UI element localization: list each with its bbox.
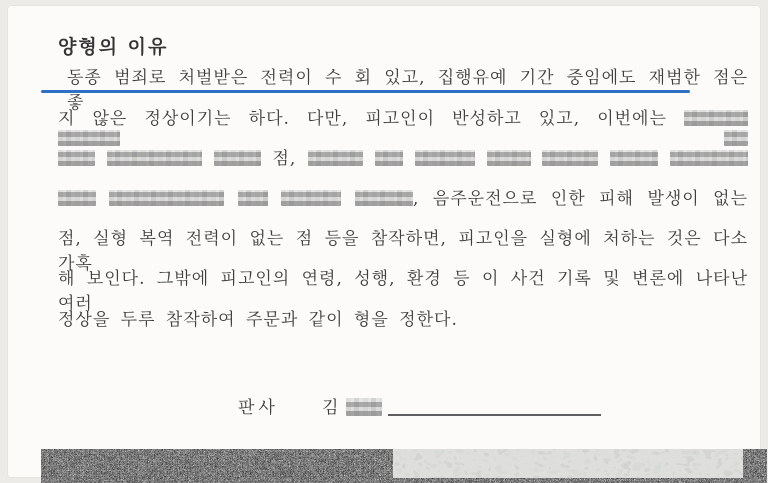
line-text: 지 않은 정상이기는 하다. 다만, 피고인이 반성하고 있고, 이번에는	[58, 109, 667, 129]
judge-label: 판사	[238, 398, 279, 418]
document-line	[58, 144, 748, 170]
redacted-text	[281, 190, 341, 206]
redacted-text	[610, 150, 658, 166]
redacted-judge-name	[346, 398, 382, 416]
redacted-strip-noise-right	[743, 449, 767, 483]
document-line	[58, 104, 748, 130]
page-title: 양형의 이유	[58, 35, 169, 58]
judge-name	[322, 393, 382, 418]
line-text: 동종 범죄로 처벌받은 전력이 수 회 있고, 집행유예 기간 중임에도 재범한 점은 좋	[67, 68, 748, 113]
redacted-text	[109, 190, 224, 206]
redacted-text	[58, 150, 95, 166]
redacted-strip	[41, 449, 767, 483]
redacted-text	[308, 150, 363, 166]
redacted-text	[107, 150, 202, 166]
redacted-text	[214, 150, 261, 166]
redacted-text	[58, 190, 96, 206]
redacted-text	[375, 150, 403, 166]
redacted-text	[670, 150, 748, 166]
redacted-text	[487, 150, 531, 166]
document-line	[58, 63, 748, 113]
blue-highlight-underline	[41, 90, 690, 93]
line-text: 정상을 두루 참작하여 주문과 같이 형을 정한다.	[58, 310, 458, 330]
redacted-strip-noise-left	[41, 449, 393, 483]
document-line	[58, 264, 748, 314]
redacted-text	[542, 150, 598, 166]
line-text: 점, 실형 복역 전력이 없는 점 등을 참작하면, 피고인을 실형에 처하는 것은 다소 가혹	[58, 229, 748, 274]
redacted-text	[355, 190, 413, 206]
redacted-text	[415, 150, 475, 166]
document-line	[58, 224, 748, 274]
line-text: 점,	[272, 149, 297, 169]
redacted-text	[684, 110, 748, 126]
document-line	[58, 305, 748, 331]
redacted-text	[238, 190, 268, 206]
redacted-strip-mosaic	[393, 449, 743, 483]
document-line	[58, 184, 748, 210]
document-page	[7, 5, 761, 478]
judge-surname: 김	[322, 398, 340, 418]
line-text: , 음주운전으로 인한 피해 발생이 없는	[412, 189, 749, 209]
line-text: 해 보인다. 그밖에 피고인의 연령, 성행, 환경 등 이 사건 기록 및 변론에 나타난 여러	[58, 269, 748, 314]
signature-line	[388, 414, 601, 416]
